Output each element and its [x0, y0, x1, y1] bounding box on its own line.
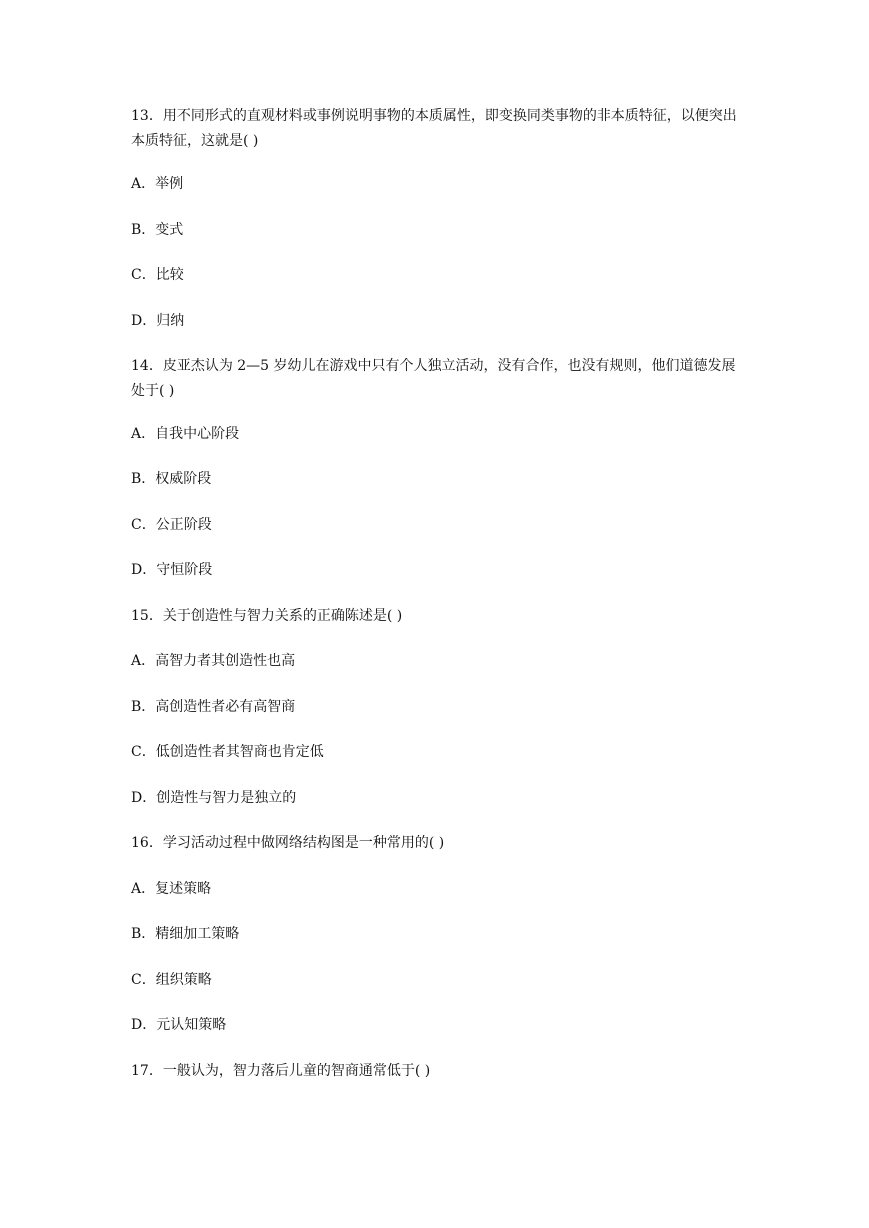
question-15-option-a: A．高智力者其创造性也高: [131, 653, 296, 669]
question-15-option-b: B．高创造性者必有高智商: [131, 699, 296, 715]
question-15-stem: 15．关于创造性与智力关系的正确陈述是( ): [131, 608, 403, 624]
question-13-option-d: D．归纳: [131, 313, 185, 329]
question-13-option-b: B．变式: [131, 222, 184, 238]
question-16-option-d: D．元认知策略: [131, 1017, 227, 1033]
question-16-stem: 16．学习活动过程中做网络结构图是一种常用的( ): [131, 835, 445, 851]
question-17-stem: 17．一般认为，智力落后儿童的智商通常低于( ): [131, 1063, 431, 1079]
question-15-option-c: C．低创造性者其智商也肯定低: [131, 744, 324, 760]
question-14-option-b: B．权威阶段: [131, 471, 212, 487]
question-16-option-c: C．组织策略: [131, 972, 212, 988]
question-14-stem: 14．皮亚杰认为 2—5 岁幼儿在游戏中只有个人独立活动，没有合作，也没有规则，他们道德发展处于( ): [131, 358, 736, 399]
question-14-option-d: D．守恒阶段: [131, 562, 213, 578]
question-13-option-c: C．比较: [131, 267, 184, 283]
question-13-option-a: A．举例: [131, 176, 184, 192]
question-13-stem: 13．用不同形式的直观材料或事例说明事物的本质属性，即变换同类事物的非本质特征，以便突出本质特征，这就是( ): [131, 108, 737, 149]
question-16-option-b: B．精细加工策略: [131, 926, 240, 942]
question-14-option-a: A．自我中心阶段: [131, 426, 240, 442]
question-14-option-c: C．公正阶段: [131, 517, 212, 533]
question-16-option-a: A．复述策略: [131, 881, 212, 897]
question-15-option-d: D．创造性与智力是独立的: [131, 790, 297, 806]
